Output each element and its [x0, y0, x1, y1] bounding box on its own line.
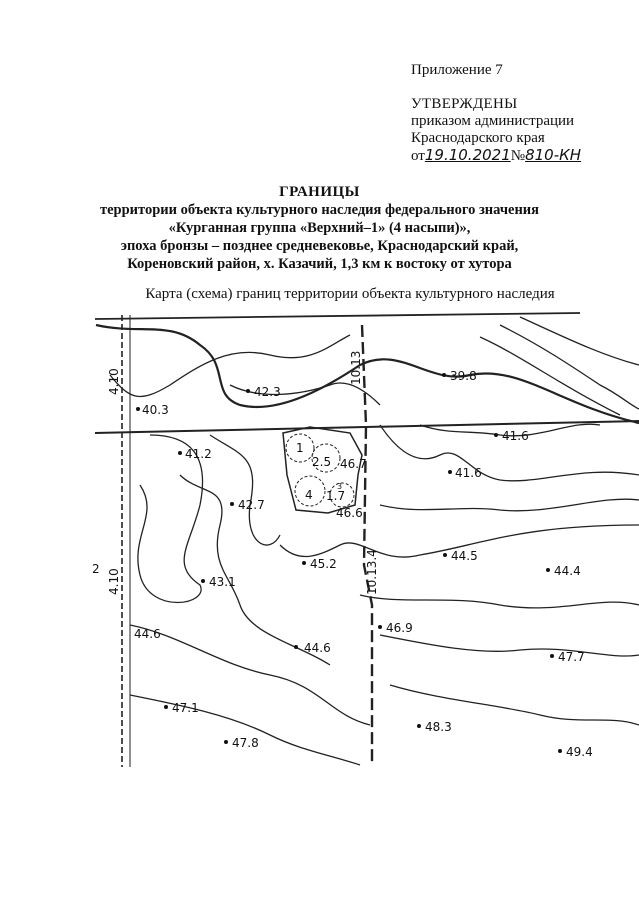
elevation-label: 40.3 [142, 403, 169, 417]
approved-title: УТВЕРЖДЕНЫ [411, 96, 518, 112]
elevation-label: 47.1 [172, 701, 199, 715]
elevation-label: 46.6 [336, 506, 363, 520]
contour-line [110, 335, 350, 396]
elevation-dot [448, 470, 452, 474]
elevation-dot [494, 433, 498, 437]
elevation-label: 44.6 [304, 641, 331, 655]
contour-line [210, 435, 280, 545]
contour-line [480, 337, 620, 415]
date-prefix: от [411, 148, 425, 164]
elevation-label: 49.4 [566, 745, 593, 759]
elevation-dot [201, 579, 205, 583]
elevation-label: 47.7 [558, 650, 585, 664]
elevation-label: 41.6 [502, 429, 529, 443]
elevation-dot [224, 740, 228, 744]
contour-line [500, 325, 639, 409]
contour-line [520, 317, 639, 365]
map-caption: Карта (схема) границ территории объекта культурного наследия [145, 286, 555, 302]
approved-line-2: Краснодарского края [411, 130, 545, 146]
appendix-label: Приложение 7 [411, 62, 503, 78]
elevation-dot [558, 749, 562, 753]
edge-label: 2 [92, 562, 100, 576]
heading-line-3: «Курганная группа «Верхний–1» (4 насыпи)», [168, 220, 471, 236]
elevation-dot [164, 705, 168, 709]
boundary-map [0, 305, 639, 775]
elevation-dot [294, 645, 298, 649]
contour-line [130, 625, 370, 725]
elevation-label: 39.8 [450, 369, 477, 383]
document-heading [0, 183, 639, 273]
elevation-dot [178, 451, 182, 455]
mound-label: 4 [305, 488, 313, 502]
heading-line-2: территории объекта культурного наследия федерального значения [99, 202, 539, 218]
elevation-dot [230, 502, 234, 506]
elevation-label: 42.3 [254, 385, 281, 399]
mound-label: 2.5 [312, 455, 332, 469]
approval-block [411, 96, 581, 165]
elevation-label: 46.7 [340, 457, 367, 471]
contour-line [360, 595, 639, 608]
contour-line [380, 635, 639, 656]
elevation-label: 48.3 [425, 720, 452, 734]
number-value: 810-КН [525, 146, 582, 164]
elevation-dot [246, 389, 250, 393]
approved-line-1: приказом администрации [411, 113, 575, 129]
elevation-dot [546, 568, 550, 572]
elevation-label: 44.5 [451, 549, 478, 563]
road-label: 10.13.4 [365, 549, 379, 595]
elevation-label: 44.6 [134, 627, 161, 641]
elevation-label: 46.9 [386, 621, 413, 635]
mound-label: 1.7 [326, 489, 346, 503]
road-label: 4.10 [107, 568, 121, 595]
mound-label: 3 [337, 482, 343, 491]
contour-line [96, 325, 639, 423]
elevation-label: 47.8 [232, 736, 259, 750]
date-value: 19.10.2021 [424, 146, 511, 164]
elevation-label: 42.7 [238, 498, 265, 512]
elevation-dot [550, 654, 554, 658]
heading-line-5: Кореновский район, х. Казачий, 1,3 км к востоку от хутора [127, 256, 512, 272]
elevation-label: 44.4 [554, 564, 581, 578]
elevation-label: 41.6 [455, 466, 482, 480]
contour-line [230, 383, 380, 405]
elevation-dot [443, 553, 447, 557]
elevation-dot [302, 561, 306, 565]
elevation-label: 45.2 [310, 557, 337, 571]
elevation-label: 43.1 [209, 575, 236, 589]
number-prefix: № [510, 148, 526, 164]
road-label: 10.13 [349, 350, 363, 385]
approval-date-line [411, 147, 581, 165]
elevation-dot [417, 724, 421, 728]
road-label: 4.10 [107, 368, 121, 395]
contour-line [390, 685, 639, 725]
elevation-dot [136, 407, 140, 411]
elevation-dot [442, 373, 446, 377]
contour-line [380, 499, 639, 511]
elevation-dot [378, 625, 382, 629]
heading-title: ГРАНИЦЫ [279, 184, 360, 200]
elevation-label: 41.2 [185, 447, 212, 461]
mound-label: 1 [296, 441, 304, 455]
contour-line [130, 695, 360, 765]
top-border-line [95, 313, 580, 319]
heading-line-4: эпоха бронзы – позднее средневековье, Краснодарский край, [120, 238, 519, 254]
